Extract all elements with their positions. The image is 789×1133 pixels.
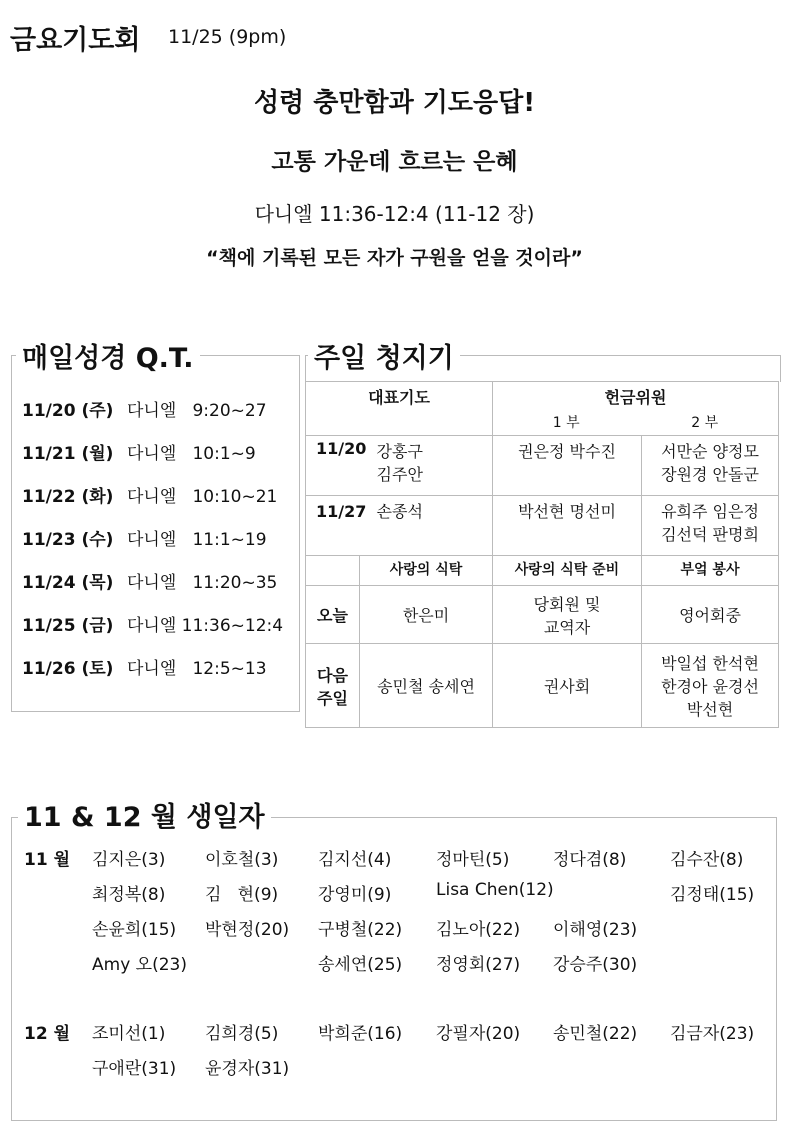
- birthday-entry: 구병철(22): [318, 920, 403, 940]
- qt-date: 11/24 (목): [22, 573, 114, 593]
- duty-table: [305, 381, 779, 728]
- qt-row: [22, 568, 277, 593]
- sermon-title: 고통 가운데 흐르는 은혜: [271, 149, 518, 175]
- december-label: 12 월: [24, 1024, 70, 1044]
- qt-date: 11/25 (금): [22, 616, 114, 636]
- birthday-title: 11 & 12 월 생일자: [18, 795, 271, 834]
- birthday-entry: 박희준(16): [318, 1024, 403, 1044]
- duty-row: 11/27 손종석 박선현 명선미 유희주 임은정 김선덕 판명희: [306, 496, 779, 556]
- birthday-entry: 김정태(15): [670, 885, 755, 905]
- birthday-entry: 송민철(22): [553, 1024, 638, 1044]
- birthday-entry: 박현정(20): [205, 920, 290, 940]
- qt-row: [22, 482, 277, 507]
- scripture-quote: “책에 기록된 모든 자가 구원을 얻을 것이라”: [206, 247, 583, 269]
- love-table-header: 사랑의 식탁: [360, 556, 493, 586]
- qt-reading: 다니엘 12:5~13: [127, 659, 267, 679]
- today-row: 오늘 한은미 당회원 및 교역자 영어회중: [306, 586, 779, 644]
- birthday-entry: 최정복(8): [92, 885, 166, 905]
- prayer-header: 대표기도: [306, 382, 493, 436]
- kitchen-service-header: 부엌 봉사: [642, 556, 779, 586]
- qt-row: [22, 396, 267, 421]
- birthday-entry: Amy 오(23): [92, 955, 187, 975]
- scripture-reference: 다니엘 11:36-12:4 (11-12 장): [254, 202, 535, 226]
- qt-reading: 다니엘 11:20~35: [127, 573, 278, 593]
- page-title: 금요기도회: [10, 25, 141, 56]
- qt-row: [22, 611, 283, 636]
- birthday-entry: 정영회(27): [436, 955, 521, 975]
- qt-row: [22, 439, 256, 464]
- service2-label: 2 부: [691, 415, 719, 431]
- birthday-entry: 윤경자(31): [205, 1059, 290, 1079]
- service1-label: 1 부: [552, 415, 580, 431]
- qt-row: [22, 525, 267, 550]
- offering-header: 헌금위원 1 부 2 부: [493, 382, 779, 436]
- qt-reading: 다니엘 10:10~21: [127, 487, 278, 507]
- qt-reading: 다니엘 11:36~12:4: [127, 616, 284, 636]
- birthday-entry: 김금자(23): [670, 1024, 755, 1044]
- qt-reading: 다니엘 10:1~9: [127, 444, 256, 464]
- qt-reading: 다니엘 9:20~27: [127, 401, 267, 421]
- birthday-entry: 김 현(9): [205, 885, 279, 905]
- birthday-entry: 강승주(30): [553, 955, 638, 975]
- birthday-entry: 이해영(23): [553, 920, 638, 940]
- november-label: 11 월: [24, 850, 70, 870]
- birthday-entry: 강영미(9): [318, 885, 392, 905]
- service-date: 11/25 (9pm): [168, 26, 287, 48]
- qt-date: 11/20 (주): [22, 401, 114, 421]
- qt-reading: 다니엘 11:1~19: [127, 530, 267, 550]
- duty-row: 11/20 강홍구 김주안 권은정 박수진 서만순 양정모 장원경 안돌군: [306, 436, 779, 496]
- birthday-entry: 구애란(31): [92, 1059, 177, 1079]
- qt-date: 11/26 (토): [22, 659, 114, 679]
- birthday-entry: 이호철(3): [205, 850, 279, 870]
- qt-date: 11/22 (화): [22, 487, 114, 507]
- qt-date: 11/23 (수): [22, 530, 114, 550]
- birthday-entry: 김희경(5): [205, 1024, 279, 1044]
- birthday-entry: 손윤희(15): [92, 920, 177, 940]
- birthday-entry: 김노아(22): [436, 920, 521, 940]
- qt-row: [22, 654, 267, 679]
- birthday-entry: Lisa Chen(12): [436, 880, 554, 900]
- qt-date: 11/21 (월): [22, 444, 114, 464]
- qt-title: 매일성경 Q.T.: [16, 336, 200, 375]
- birthday-entry: 김수잔(8): [670, 850, 744, 870]
- birthday-entry: 송세연(25): [318, 955, 403, 975]
- love-table-prep-header: 사랑의 식탁 준비: [493, 556, 642, 586]
- birthday-entry: 정다겸(8): [553, 850, 627, 870]
- duty-title: 주일 청지기: [308, 336, 460, 375]
- birthday-entry: 김지은(3): [92, 850, 166, 870]
- birthday-entry: 조미선(1): [92, 1024, 166, 1044]
- next-row: 다음 주일 송민철 송세연 권사회 박일섭 한석현 한경아 윤경선 박선현: [306, 644, 779, 728]
- birthday-entry: 김지선(4): [318, 850, 392, 870]
- birthday-entry: 강필자(20): [436, 1024, 521, 1044]
- birthday-entry: 정마틴(5): [436, 850, 510, 870]
- theme-heading: 성령 충만함과 기도응답!: [253, 88, 536, 118]
